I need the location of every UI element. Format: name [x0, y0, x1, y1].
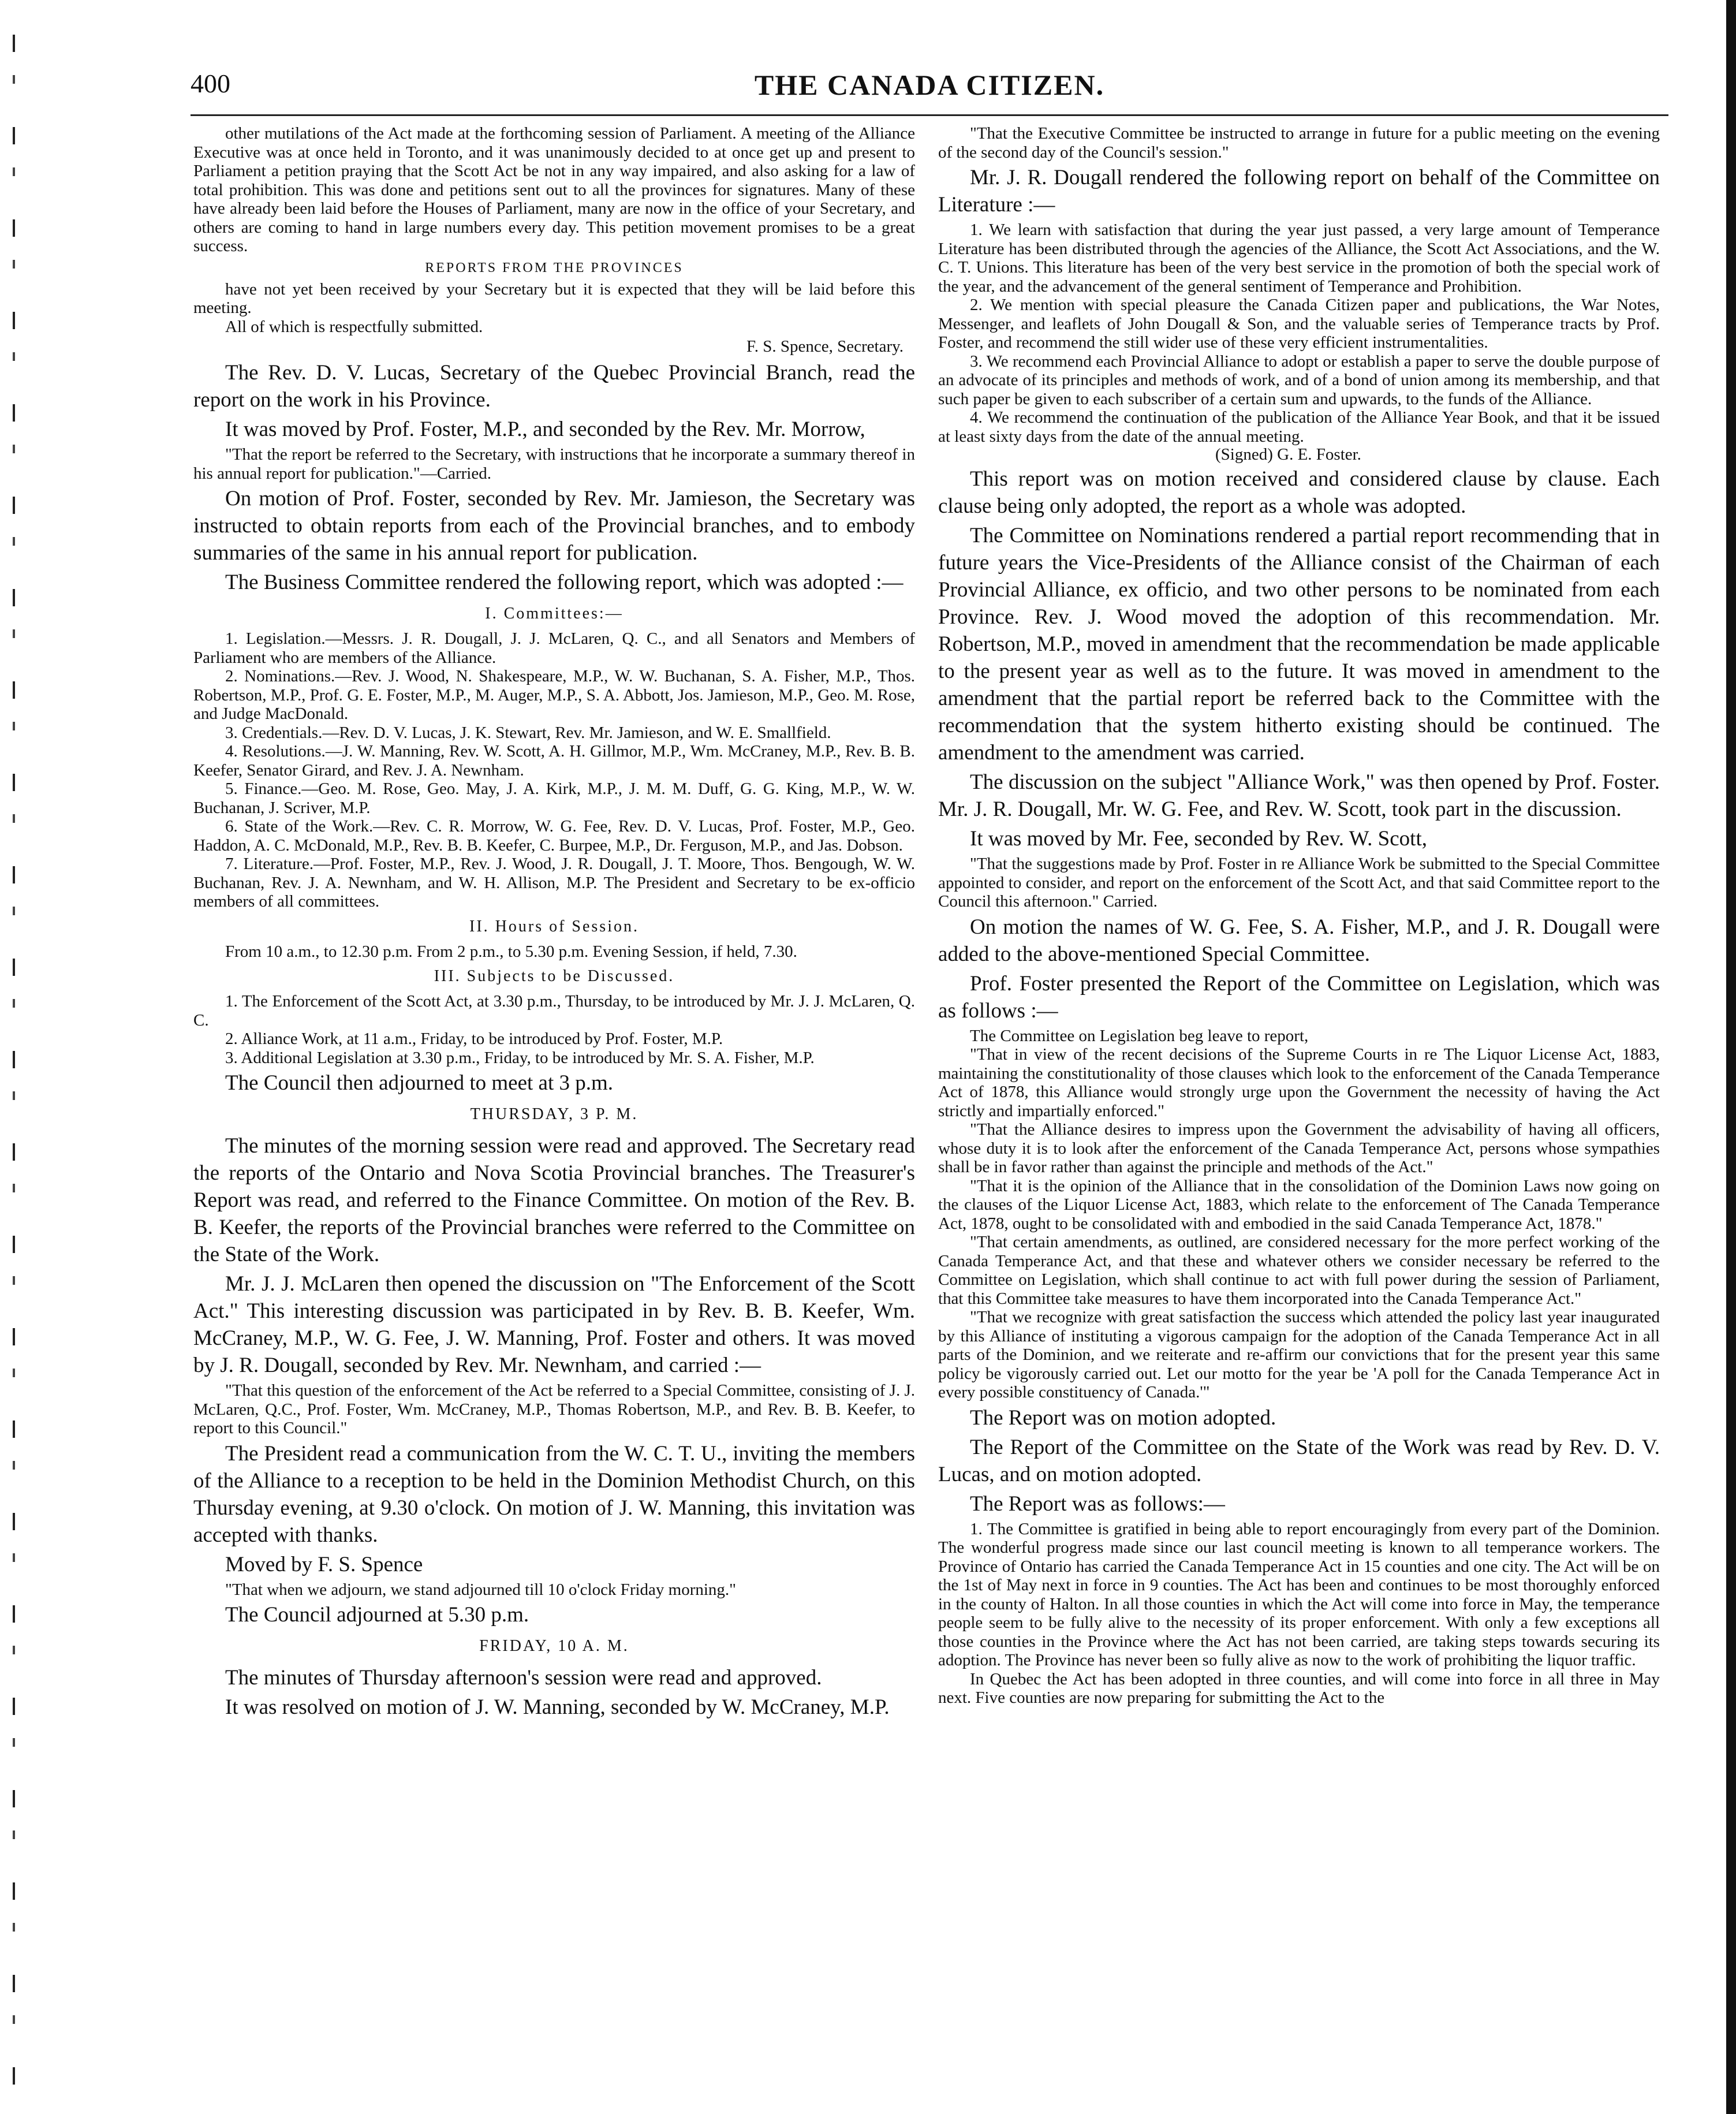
- section-heading: THURSDAY, 3 P. M.: [470, 1105, 639, 1123]
- paragraph: 4. Resolutions.—J. W. Manning, Rev. W. Scott, A. H. Gillmor, M.P., Wm. McCraney, M.P., Rev. B. B. Keefer, Senator Girard, and Rev. J. A. Newnham.: [193, 742, 915, 780]
- paragraph: 3. Credentials.—Rev. D. V. Lucas, J. K. Stewart, Rev. Mr. Jamieson, and W. E. Smallfield.: [225, 723, 831, 742]
- paragraph: "That we recognize with great satisfaction the success which attended the policy last year inaugurated by this Alliance of instituting a vigorous campaign for the adoption of the Canada Temperance Act in all parts of the Dominion, and we reiterate and re-affirm our convictions that for the present year this same policy be vigorously carried out. Let our motto for the year be 'A poll for the Canada Temperance Act in every possible constituency of Canada.'": [938, 1308, 1660, 1401]
- paragraph: The minutes of the morning session were read and approved. The Secretary read the reports of the Ontario and Nova Scotia Provincial branches. The Treasurer's Report was read, and referred to the Finance Committee. On motion of the Rev. B. B. Keefer, the reports of the Provincial branches were referred to the Committee on the State of the Work.: [193, 1134, 915, 1266]
- paragraph: On motion the names of W. G. Fee, S. A. Fisher, M.P., and J. R. Dougall were added to the above-mentioned Special Committee.: [938, 915, 1660, 966]
- paragraph: 1. The Committee is gratified in being able to report encouragingly from every part of the Dominion. The wonderful progress made since our last council meeting is known to all temperance workers. The Province of Ontario has carried the Canada Temperance Act in 15 counties and one city. The Act will be on the 1st of May next in force in 9 counties. The Act has been and continues to be most thoroughly enforced in the county of Halton. In all those counties in which the Act will come into force in May, the temperance people seem to be fully alive to the necessity of its proper enforcement. With only a few exceptions all those counties in the Province where the Act has not been carried, are taking steps towards securing its adoption. The Province has never been so fully alive as now to the work of prohibiting the liquor traffic.: [938, 1519, 1660, 1669]
- header-rule: [191, 114, 1668, 116]
- paragraph: 1. Legislation.—Messrs. J. R. Dougall, J. J. McLaren, Q. C., and all Senators and Members of Parliament who are members of the Alliance.: [193, 629, 915, 667]
- paragraph: other mutilations of the Act made at the forthcoming session of Parliament. A meeting of the Alliance Executive was at once held in Toronto, and it was unanimously decided to at once get up and present to Parliament a petition praying that the Scott Act be not in any way impaired, and also asking for a law of total prohibition. This was done and petitions sent out to all the provinces for signatures. Many of these have already been laid before the Houses of Parliament, many are now in the office of your Secretary, and others are coming to hand in large numbers every day. This petition movement promises to be a great success.: [193, 124, 915, 255]
- section-heading: FRIDAY, 10 A. M.: [479, 1637, 629, 1655]
- paragraph: 7. Literature.—Prof. Foster, M.P., Rev. J. Wood, J. R. Dougall, J. T. Moore, Thos. Bengough, W. W. Buchanan, Rev. J. A. Newnham, and W. H. Allison, M.P. The President and Secretary to be ex-officio members of all committees.: [193, 855, 915, 911]
- paragraph: 2. Nominations.—Rev. J. Wood, N. Shakespeare, M.P., W. W. Buchanan, S. A. Fisher, M.P., Thos. Robertson, M.P., Prof. G. E. Foster, M.P., M. Auger, M.P., S. A. Abbott, Jos. Jamieson, M.P., Geo. M. Rose, and Judge MacDonald.: [193, 667, 915, 723]
- paragraph: Prof. Foster presented the Report of the Committee on Legislation, which was as follows :—: [938, 971, 1660, 1023]
- paragraph: The discussion on the subject "Alliance Work," was then opened by Prof. Foster. Mr. J. R. Dougall, Mr. W. G. Fee, and Rev. W. Scott, took part in the discussion.: [938, 770, 1660, 821]
- paragraph: 1. We learn with satisfaction that during the year just passed, a very large amount of Temperance Literature has been distributed through the agencies of the Alliance, the Scott Act Associations, and the W. C. T. Unions. This literature has been of the very best service in the promotion of both the special work of the year, and the advancement of the general sentiment of Temperance and Prohibition.: [938, 221, 1660, 296]
- paragraph: The Committee on Nominations rendered a partial report recommending that in future years the Vice-Presidents of the Alliance consist of the Chairman of each Provincial Alliance, ex officio, and two other persons to be nominated from each Province. Rev. J. Wood moved the adoption of this recommendation. Mr. Robertson, M.P., moved in amendment that the recommendation be made applicable to the present year as well as to the future. It was moved in amendment to the amendment that the partial report be referred back to the Committee with the recommendation that the system hitherto existing should be continued. The amendment to the amendment was carried.: [938, 524, 1660, 765]
- paragraph: This report was on motion received and considered clause by clause. Each clause being only adopted, the report as a whole was adopted.: [938, 467, 1660, 518]
- paragraph: 3. We recommend each Provincial Alliance to adopt or establish a paper to serve the double purpose of an advocate of its principles and methods of work, and of a bond of union among its membership, and that such paper be given to each subscriber of a certain sum and upwards, to the funds of the Alliance.: [938, 352, 1660, 408]
- paragraph: The Report was as follows:—: [970, 1492, 1225, 1516]
- paragraph: have not yet been received by your Secretary but it is expected that they will be laid before this meeting.: [193, 279, 915, 317]
- paragraph: The President read a communication from the W. C. T. U., inviting the members of the Alliance to a reception to be held in the Dominion Methodist Church, on this Thursday evening, at 9.30 o'clock. On motion of J. W. Manning, this invitation was accepted with thanks.: [193, 1441, 915, 1547]
- paragraph: The Council adjourned at 5.30 p.m.: [225, 1603, 529, 1627]
- paragraph: "That the report be referred to the Secretary, with instructions that he incorporate a summary thereof in his annual report for publication."—Carried.: [193, 445, 915, 483]
- right-column: [938, 124, 1660, 2099]
- page-number: 400: [191, 69, 230, 98]
- paragraph: Mr. J. J. McLaren then opened the discussion on "The Enforcement of the Scott Act." This interesting discussion was participated in by Rev. B. B. Keefer, Wm. McCraney, M.P., W. G. Fee, J. W. Manning, Prof. Foster and others. It was moved by J. R. Dougall, seconded by Rev. Mr. Newnham, and carried :—: [193, 1272, 915, 1377]
- section-heading: REPORTS FROM THE PROVINCES: [425, 260, 684, 275]
- paragraph: "That in view of the recent decisions of the Supreme Courts in re The Liquor License Act, 1883, maintaining the constitutionality of those clauses which look to the enforcement of the Canada Temperance Act of 1878, this Alliance would strongly urge upon the Government the necessity of having the Act strictly and impartially enforced.": [938, 1045, 1660, 1120]
- paragraph: It was resolved on motion of J. W. Manning, seconded by W. McCraney, M.P.: [225, 1695, 890, 1719]
- paragraph: "That it is the opinion of the Alliance that in the consolidation of the Dominion Laws now going on the clauses of the Liquor License Act, 1883, which relate to the enforcement of The Canada Temperance Act, 1878, ought to be consolidated with and embodied in the said Canada Temperance Act, 1878.": [938, 1176, 1660, 1233]
- paragraph: It was moved by Prof. Foster, M.P., and seconded by the Rev. Mr. Morrow,: [225, 417, 865, 441]
- signature: F. S. Spence, Secretary.: [746, 337, 904, 356]
- scan-edge-left: [13, 35, 15, 2090]
- paragraph: All of which is respectfully submitted.: [225, 317, 483, 336]
- newspaper-title: THE CANADA CITIZEN.: [754, 69, 1105, 101]
- paragraph: 1. The Enforcement of the Scott Act, at 3.30 p.m., Thursday, to be introduced by Mr. J. J. McLaren, Q. C.: [193, 992, 915, 1030]
- paragraph: "That the Alliance desires to impress upon the Government the advisability of having all officers, whose duty it is to look after the enforcement of the Canada Temperance Act, persons whose sympathies shall be in favor rather than against the principle and methods of the Act.": [938, 1120, 1660, 1176]
- paragraph: 3. Additional Legislation at 3.30 p.m., Friday, to be introduced by Mr. S. A. Fisher, M.P.: [225, 1048, 815, 1067]
- paragraph: The Rev. D. V. Lucas, Secretary of the Quebec Provincial Branch, read the report on the work in his Province.: [193, 361, 915, 412]
- signature: (Signed) G. E. Foster.: [1215, 445, 1361, 464]
- paragraph: "That when we adjourn, we stand adjourned till 10 o'clock Friday morning.": [225, 1580, 737, 1599]
- page-header: [191, 68, 1668, 109]
- paragraph: The Report was on motion adopted.: [970, 1405, 1276, 1430]
- paragraph: "That certain amendments, as outlined, are considered necessary for the more perfect working of the Canada Temperance Act, and that these and whatever others we consider necessary be referred to the Committee on Legislation, which shall continue to act with full power during the session of Parliament, that this Committee take measures to have them incorporated into the Canada Temperance Act.": [938, 1233, 1660, 1308]
- paragraph: It was moved by Mr. Fee, seconded by Rev. W. Scott,: [970, 827, 1427, 851]
- paragraph: 6. State of the Work.—Rev. C. R. Morrow, W. G. Fee, Rev. D. V. Lucas, Prof. Foster, M.P., Geo. Haddon, A. C. McDonald, M.P., Rev. B. B. Keefer, C. Burpee, M.P., Dr. Ferguson, M.P., and Jas. Dobson.: [193, 817, 915, 855]
- paragraph: 4. We recommend the continuation of the publication of the Alliance Year Book, and that it be issued at least sixty days from the date of the annual meeting.: [938, 408, 1660, 446]
- paragraph: 2. Alliance Work, at 11 a.m., Friday, to be introduced by Prof. Foster, M.P.: [225, 1030, 723, 1048]
- paragraph: Mr. J. R. Dougall rendered the following report on behalf of the Committee on Literature :—: [938, 166, 1660, 217]
- left-column: [193, 124, 915, 2099]
- paragraph: "That this question of the enforcement of the Act be referred to a Special Committee, consisting of J. J. McLaren, Q.C., Prof. Foster, Wm. McCraney, M.P., Thomas Robertson, M.P., and Rev. B. B. Keefer, to report to this Council.": [193, 1381, 915, 1437]
- paragraph: "That the Executive Committee be instructed to arrange in future for a public meeting on the evening of the second day of the Council's session.": [938, 124, 1660, 162]
- paragraph: Moved by F. S. Spence: [225, 1552, 423, 1576]
- section-heading: I. Committees:—: [485, 605, 624, 622]
- scan-edge-right: [1726, 0, 1736, 2114]
- paragraph: The Committee on Legislation beg leave to report,: [970, 1026, 1309, 1045]
- paragraph: 5. Finance.—Geo. M. Rose, Geo. May, J. A. Kirk, M.P., J. M. M. Duff, G. G. King, M.P., W. W. Buchanan, J. Scriver, M.P.: [193, 780, 915, 817]
- paragraph: From 10 a.m., to 12.30 p.m. From 2 p.m., to 5.30 p.m. Evening Session, if held, 7.30.: [225, 942, 797, 961]
- paragraph: In Quebec the Act has been adopted in three counties, and will come into force in all three in May next. Five counties are now preparing for submitting the Act to the: [938, 1669, 1660, 1707]
- paragraph: "That the suggestions made by Prof. Foster in re Alliance Work be submitted to the Special Committee appointed to consider, and report on the enforcement of the Scott Act, and that said Committee report to the Council this afternoon." Carried.: [938, 855, 1660, 911]
- section-heading: III. Subjects to be Discussed.: [434, 967, 675, 985]
- paragraph: The minutes of Thursday afternoon's session were read and approved.: [225, 1666, 822, 1690]
- paragraph: The Report of the Committee on the State of the Work was read by Rev. D. V. Lucas, and on motion adopted.: [938, 1435, 1660, 1486]
- paragraph: The Business Committee rendered the following report, which was adopted :—: [225, 571, 904, 594]
- paragraph: On motion of Prof. Foster, seconded by Rev. Mr. Jamieson, the Secretary was instructed to obtain reports from each of the Provincial branches, and to embody summaries of the same in his annual report for publication.: [193, 487, 915, 565]
- paragraph: The Council then adjourned to meet at 3 p.m.: [225, 1071, 613, 1095]
- section-heading: II. Hours of Session.: [469, 917, 639, 935]
- paragraph: 2. We mention with special pleasure the Canada Citizen paper and publications, the War Notes, Messenger, and leaflets of John Dougall & Son, and the valuable series of Temperance tracts by Prof. Foster, and recommend the still wider use of these very efficient instrumentalities.: [938, 296, 1660, 352]
